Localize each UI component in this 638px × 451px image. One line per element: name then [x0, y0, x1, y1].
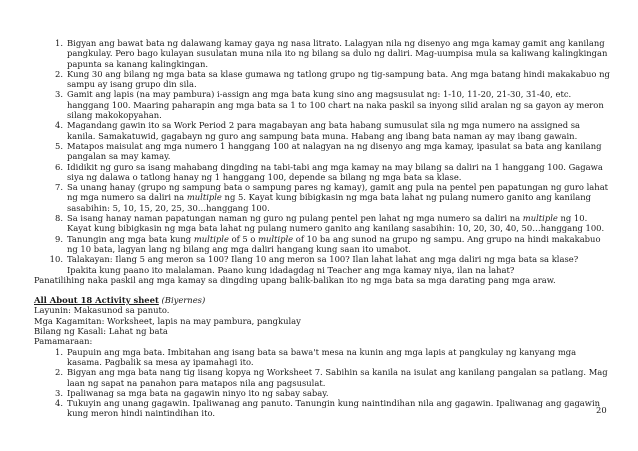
item-number: 1. — [55, 346, 63, 357]
italic-term: multiple — [186, 192, 222, 203]
item-number: 2. — [55, 68, 63, 79]
item-text: Ipaliwanag sa mga bata na gagawin ninyo ito ng sabay sabay. — [67, 387, 329, 398]
item-number: 10. — [49, 254, 63, 265]
list-item — [34, 254, 610, 275]
item-text: Talakayan: Ilang 5 ang meron sa 100? Ilang 10 ang meron sa 100? Ilan lahat lahat ang mga daliri ng mga bata sa klase? Ipakita kung paano ito malalaman. Paano kung idadagdag ni Teacher ang mga kamay niya, ilan na lahat? — [67, 254, 579, 275]
item-text-start: Sa unang hanay (grupo ng sampung bata o sampung pares ng kamay), gamit ang pula na pentel pen papatungan ng guro lahat ng mga numero sa daliri na — [67, 182, 609, 203]
item-number: 3. — [55, 387, 63, 398]
participants-line: Bilang ng Kasali: Lahat ng bata — [34, 326, 168, 337]
list-item — [34, 182, 610, 213]
list-item — [34, 162, 610, 183]
item-number: 1. — [55, 38, 63, 48]
list-item — [34, 38, 610, 69]
item-text: Tukuyin ang unang gagawin. Ipaliwanag ang panuto. Tanungin kung naintindihan nila ang gagawin. Ipaliwanag ang gagawin kung meron hindi naintindihan ito. — [67, 398, 601, 419]
item-number: 3. — [55, 89, 63, 100]
item-number: 2. — [55, 367, 63, 378]
item-number: 9. — [55, 233, 63, 244]
list-item — [34, 213, 610, 234]
procedure-label: Pamamaraan: — [34, 336, 93, 347]
page-content — [34, 38, 610, 419]
page-number: 20 — [596, 405, 607, 415]
closing-line: Panatilihing naka paskil ang mga kamay sa dingding upang balik-balikan ito ng mga bata sa mga darating pang mga araw. — [34, 274, 556, 285]
list-item — [34, 234, 610, 255]
list-item — [34, 367, 610, 388]
section-heading-note: (Biyernes) — [161, 295, 206, 306]
item-text: Paupuin ang mga bata. Imbitahan ang isang bata sa bawa't mesa na kunin ang mga lapis at pangkulay ng kanyang mga kasama. Pagbalik sa mesa ay ipamahagi ito. — [67, 346, 577, 367]
item-text: Ididikit ng guro sa isang mahabang dingding na tabi-tabi ang mga kamay na may bilang sa daliri na 1 hanggang 100. Gagawa siya ng dalawa o tatlong hanay ng 1 hanggang 100, depende sa bilang ng mga bata sa klase. — [67, 161, 603, 182]
item-number: 8. — [55, 213, 63, 224]
item-text: Gamit ang lapis (na may pambura) i-assign ang mga bata kung sino ang magsusulat ng: 1-10, 11-20, 21-30, 31-40, etc. hanggang 100. Maaring paharapin ang mga bata sa 1 to 100 chart na naka paskil sa inyong silid aralan ng sa gayon ay meron silang makokopyahan. — [67, 89, 604, 121]
procedure-steps-list — [34, 347, 610, 419]
item-number: 4. — [55, 120, 63, 131]
item-text-end: ng 5. Kayat kung bibigkasin ng mga bata lahat ng pulang numero ganito ang kanilang sasabihin: 5, 10, 15, 20, 25, 30…hanggang 100. — [67, 192, 592, 213]
activity-steps-list — [34, 38, 610, 275]
list-item — [34, 89, 610, 120]
list-item — [34, 141, 610, 162]
list-item — [34, 398, 610, 419]
list-item — [34, 120, 610, 141]
item-number: 5. — [55, 140, 63, 151]
item-text: Kung 30 ang bilang ng mga bata sa klase gumawa ng tatlong grupo ng tig-sampung bata. Ang mga batang hindi makakabuo ng sampu ay isang grupo din sila. — [67, 68, 610, 90]
item-text-end: of 10 ba ang sunod na grupo ng sampu. Ang grupo na hindi makakabuo ng 10 bata, lagyan lang ng bilang ang mga daliri hangang kung saan ito umabot. — [67, 233, 601, 254]
item-text: Bigyan ang mga bata nang tig iisang kopya ng Worksheet 7. Sabihin sa kanila na isulat ang kanilang pangalan sa patlang. Mag laan ng sapat na panahon para matapos nila ang pagsusulat. — [67, 367, 608, 388]
list-item — [34, 347, 610, 368]
item-text-end: ng 10. Kayat kung bibigkasin ng mga bata lahat ng pulang numero ganito ang kanilang sasabihin: 10, 20, 30, 40, 50…hanggang 100. — [67, 213, 605, 234]
materials-line: Mga Kagamitan: Worksheet, lapis na may pambura, pangkulay — [34, 315, 301, 326]
item-number: 4. — [55, 398, 63, 409]
list-item — [34, 388, 610, 398]
item-text-start: Tanungin ang mga bata kung — [67, 233, 194, 244]
italic-term: multiple — [258, 233, 294, 244]
item-number: 6. — [55, 161, 63, 172]
item-text-start: Sa isang hanay naman papatungan naman ng guro ng pulang pentel pen lahat ng mga numero sa daliri na — [67, 213, 523, 224]
spacer — [34, 285, 610, 295]
italic-term: multiple — [193, 233, 229, 244]
list-item — [34, 69, 610, 90]
item-text: Bigyan ang bawat bata ng dalawang kamay gaya ng nasa litrato. Lalagyan nila ng disenyo ang mga kamay gamit ang kanilang pangkulay. Pero bago kulayan susulatan muna nila ito ng bilang sa dulo ng daliri. Mag-uumpisa mula sa kaliwang kalingkingan papunta sa kanang kalingkingan. — [67, 38, 608, 69]
item-text: Matapos maisulat ang mga numero 1 hanggang 100 at nalagyan na ng disenyo ang mga kamay, ipasulat sa bata ang kanilang pangalan sa may kamay. — [67, 140, 602, 162]
section-heading-line — [34, 295, 610, 305]
italic-term: multiple — [522, 213, 558, 224]
item-text-middle: of 5 o — [228, 233, 259, 244]
objective-line: Layunin: Makasunod sa panuto. — [34, 305, 170, 316]
item-number: 7. — [55, 182, 63, 193]
item-text: Magandang gawin ito sa Work Period 2 para magabayan ang bata habang sumusulat sila ng mga numero na assigned sa kanila. Samakatuwid, gagabayn ng guro ang sampung bata muna. Habang ang ibang bata naman ay may ibang gawain. — [67, 120, 581, 141]
section-heading: All About 18 Activity sheet — [34, 295, 159, 306]
